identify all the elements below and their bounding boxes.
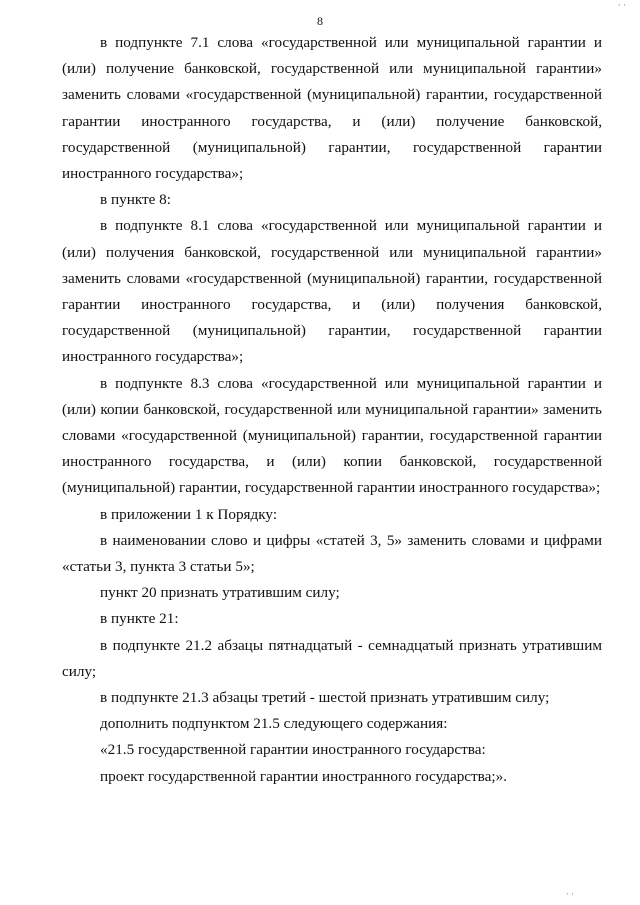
paragraph-quote-21-5: «21.5 государственной гарантии иностранного государства: [100, 741, 486, 759]
paragraph-title-change: в наименовании слово и цифры «статей 3, 5» заменить словами и цифрами «статьи 3, пункта 3 статьи 5»; [62, 531, 602, 576]
scan-mark-bottom: · · [565, 889, 574, 899]
scan-mark-top: · · [617, 0, 626, 10]
paragraph-item-21: в пункте 21: [100, 610, 179, 628]
paragraph-subitem-8-1: в подпункте 8.1 слова «государственной или муниципальной гарантии и (или) получения банковской, государственной или муниципальной гарантии» заменить словами «государственной (муниципальной) гарантии, государственной гарантии иностранного государства, и (или) получения банковской, государственной (муниципальной) гарантии, государственной гарантии иностранного государства»; [62, 217, 602, 366]
paragraph-item-8: в пункте 8: [100, 191, 171, 209]
paragraph-item-20: пункт 20 признать утратившим силу; [100, 584, 340, 602]
page-number: 8 [317, 14, 323, 28]
document-body [62, 30, 602, 790]
paragraph-subitem-21-3: в подпункте 21.3 абзацы третий - шестой признать утратившим силу; [100, 689, 550, 707]
paragraph-subitem-21-2: в подпункте 21.2 абзацы пятнадцатый - семнадцатый признать утратившим силу; [62, 636, 602, 680]
paragraph-subitem-8-3: в подпункте 8.3 слова «государственной или муниципальной гарантии и (или) копии банковской, государственной или муниципальной гарантии» заменить словами «государственной (муниципальной) гарантии, государственной гарантии иностранного государства, и (или) копии банковской, государственной (муниципальной) гарантии, государственной гарантии иностранного государства»; [62, 374, 602, 497]
paragraph-appendix-1: в приложении 1 к Порядку: [100, 505, 278, 523]
paragraph-quote-project: проект государственной гарантии иностранного государства;». [100, 767, 507, 785]
paragraph-subitem-7-1: в подпункте 7.1 слова «государственной или муниципальной гарантии и (или) получение банковской, государственной или муниципальной гарантии» заменить словами «государственной (муниципальной) гарантии, государственной гарантии иностранного государства, и (или) получение банковской, государственной (муниципальной) гарантии, государственной гарантии иностранного государства»; [62, 34, 602, 183]
paragraph-add-21-5: дополнить подпунктом 21.5 следующего содержания: [100, 715, 448, 733]
